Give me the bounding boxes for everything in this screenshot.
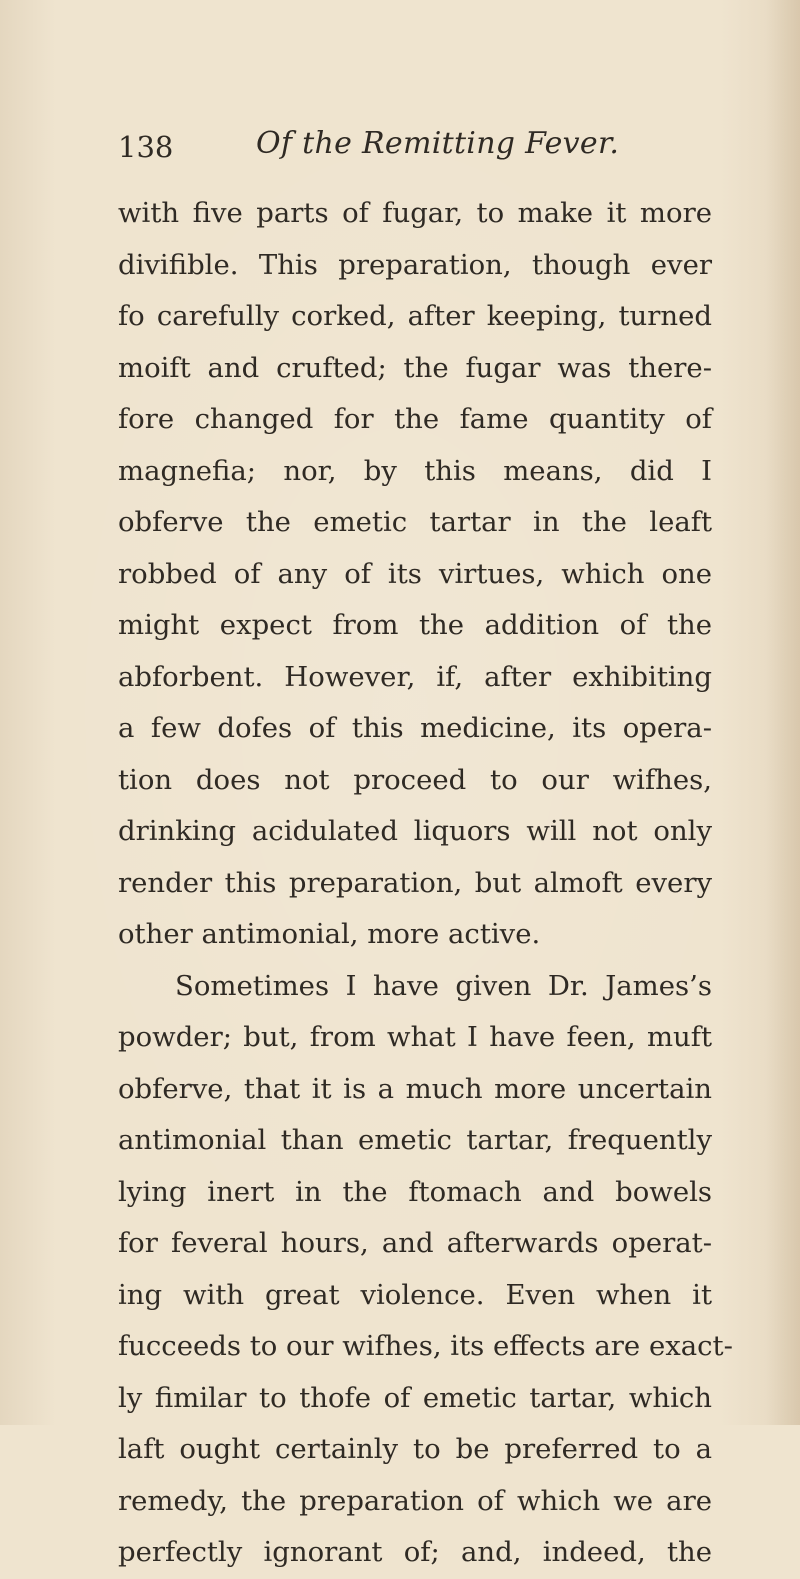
text-line: fore changed for the fame quantity of [118, 403, 712, 435]
text-line: drinking acidulated liquors will not only [118, 815, 712, 847]
running-title: Of the Remitting Fever. [256, 126, 620, 161]
text-line: tion does not proceed to our wifhes, [118, 763, 712, 796]
text-line: ing with great violence. Even when it [118, 1278, 712, 1311]
text-line: fo carefully corked, after keeping, turned [118, 300, 712, 332]
text-line: lying inert in the ftomach and bowels [118, 1175, 712, 1208]
text-line: magnefia; nor, by this means, did I [118, 454, 712, 487]
text-line: obferve, that it is a much more uncertain [118, 1072, 712, 1105]
text-line: ly fimilar to thofe of emetic tartar, which [118, 1381, 712, 1414]
text-line: abforbent. However, if, after exhibiting [118, 660, 712, 693]
text-line: perfectly ignorant of; and, indeed, the [118, 1536, 712, 1568]
text-line: divifible. This preparation, though ever [118, 248, 712, 281]
text-line: a few dofes of this medicine, its opera- [118, 712, 712, 744]
text-line: fucceeds to our wifhes, its effects are exact- [118, 1330, 733, 1362]
text-line: obferve the emetic tartar in the leaft [118, 506, 712, 538]
body-text [118, 188, 733, 1579]
text-line: for feveral hours, and afterwards operat- [118, 1227, 712, 1259]
text-line: Sometimes I have given Dr. James’s [175, 969, 712, 1002]
text-line: moift and crufted; the fugar was there- [118, 351, 712, 384]
text-line: render this preparation, but almoft every [118, 866, 712, 899]
page-number: 138 [118, 130, 174, 164]
text-line: antimonial than emetic tartar, frequently [118, 1124, 712, 1156]
text-line: robbed of any of its virtues, which one [118, 557, 712, 590]
text-line: with five parts of fugar, to make it more [118, 197, 712, 229]
text-line: powder; but, from what I have feen, muft [118, 1021, 712, 1053]
text-line: might expect from the addition of the [118, 609, 712, 641]
page-edge-shadow [766, 0, 800, 1425]
text-line: remedy, the preparation of which we are [118, 1484, 712, 1517]
text-line: other antimonial, more active. [118, 918, 541, 950]
text-line: laft ought certainly to be preferred to a [118, 1433, 712, 1465]
page-header [118, 126, 678, 166]
